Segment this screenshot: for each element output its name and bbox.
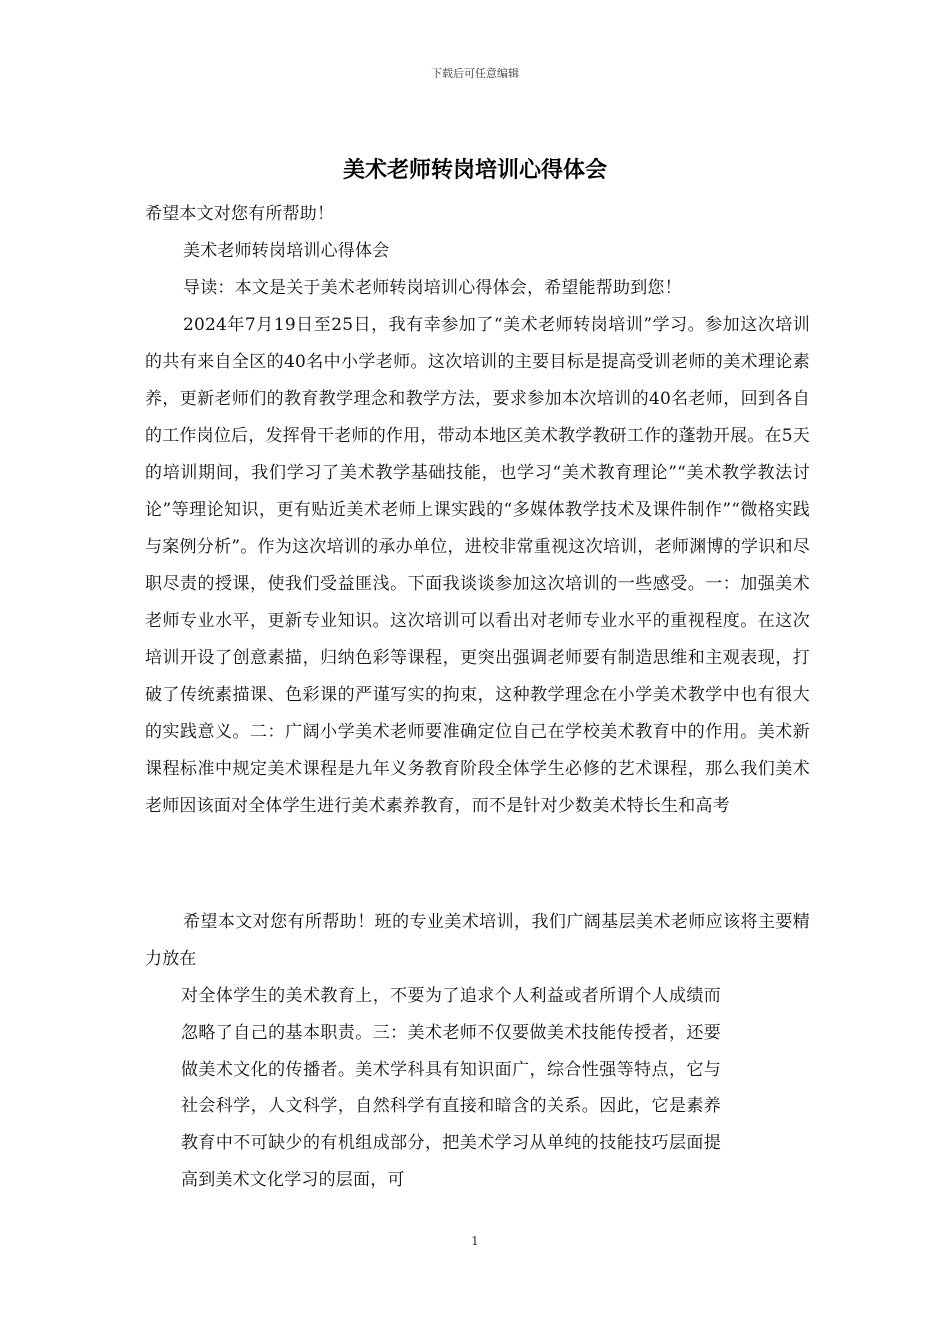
page-header-note: 下载后可任意编辑: [431, 67, 519, 80]
paragraph-narrow-block: 对全体学生的美术教育上，不要为了追求个人利益或者所谓个人成绩而忽略了自己的基本职责。三：美术老师不仅要做美术技能传授者，还要做美术文化的传播者。美术学科具有知识面广，综合性强等特点，它与社会科学，人文科学，自然科学有直接和暗含的关系。因此，它是素养教育中不可缺少的有机组成部分，把美术学习从单纯的技能技巧层面提高到美术文化学习的层面，可: [181, 986, 721, 1190]
paragraph-greeting: 希望本文对您有所帮助！: [145, 204, 335, 224]
page-number: 1: [471, 1234, 479, 1248]
paragraph-main-body: 2024年7月19日至25日，我有幸参加了“美术老师转岗培训”学习。参加这次培训的共有来自全区的40名中小学老师。这次培训的主要目标是提高受训老师的美术理论素养，更新老师们的教育教学理念和教学方法，要求参加本次培训的40名老师，回到各自的工作岗位后，发挥骨干老师的作用，带动本地区美术教学教研工作的蓬勃开展。在5天的培训期间，我们学习了美术教学基础技能，也学习“美术教育理论”“美术教学教法讨论”等理论知识，更有贴近美术老师上课实践的“多媒体教学技术及课件制作”“微格实践与案例分析”。作为这次培训的承办单位，进校非常重视这次培训，老师渊博的学识和尽职尽责的授课，使我们受益匪浅。下面我谈谈参加这次培训的一些感受。一：加强美术老师专业水平，更新专业知识。这次培训可以看出对老师专业水平的重视程度。在这次培训开设了创意素描，归纳色彩等课程，更突出强调老师要有制造思维和主观表现，打破了传统素描课、色彩课的严谨写实的拘束，这种教学理念在小学美术教学中也有很大的实践意义。二：广阔小学美术老师要准确定位自己在学校美术教育中的作用。美术新课程标准中规定美术课程是九年义务教育阶段全体学生必修的艺术课程，那么我们美术老师因该面对全体学生进行美术素养教育，而不是针对少数美术特长生和高考: [145, 315, 810, 816]
paragraph-continuation: 希望本文对您有所帮助！班的专业美术培训，我们广阔基层美术老师应该将主要精力放在: [145, 912, 810, 969]
document-title: 美术老师转岗培训心得体会: [342, 157, 607, 183]
paragraph-intro: 导读：本文是关于美术老师转岗培训心得体会，希望能帮助到您！: [183, 278, 682, 298]
paragraph-subtitle: 美术老师转岗培训心得体会: [183, 241, 390, 261]
